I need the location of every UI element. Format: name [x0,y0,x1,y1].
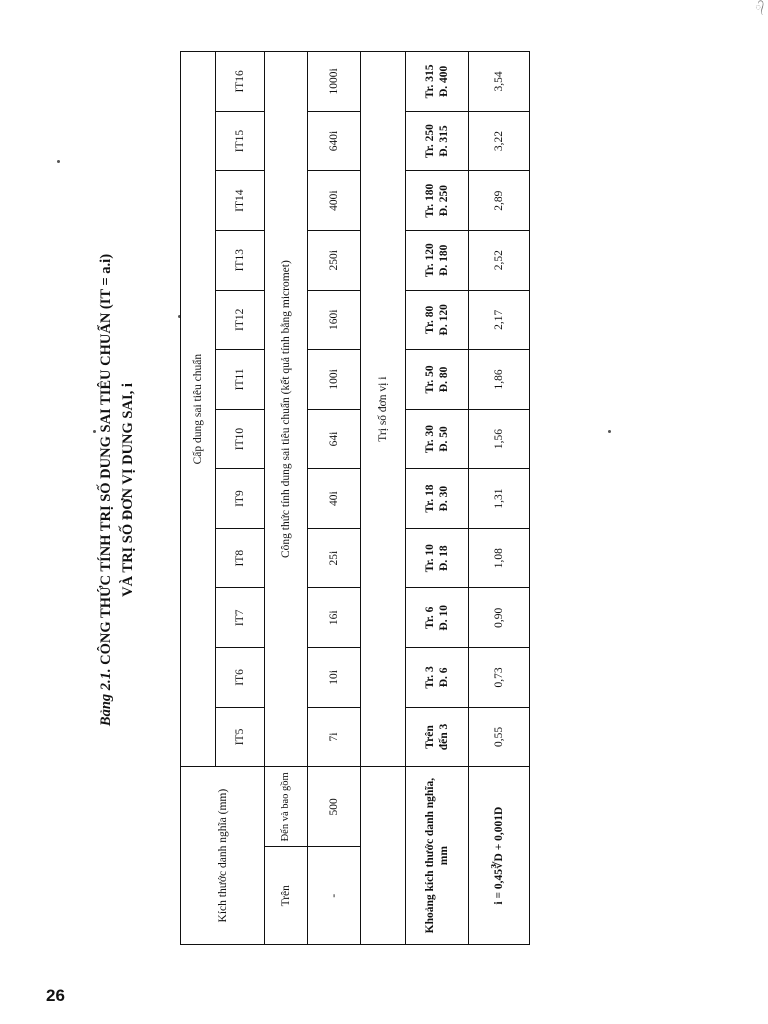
grade-cell: IT16 [216,52,265,112]
formula-cell: 10i [308,648,361,708]
grade-cell: IT11 [216,350,265,410]
i-value-cell: 2,52 [469,230,530,290]
range-cell: Tr. 120 Đ. 180 [406,230,469,290]
unit-header: Trị số đơn vị i [361,52,406,767]
grade-cell: IT9 [216,469,265,529]
formula-cell: 40i [308,469,361,529]
above-label: Trên [265,847,308,945]
range-row [406,52,469,945]
nominal-size-header: Kích thước danh nghĩa (mm) [181,767,265,945]
i-value-cell: 1,08 [469,528,530,588]
scan-speck [608,430,611,433]
grade-cell: IT12 [216,290,265,350]
i-value-cell: 0,90 [469,588,530,648]
unit-header-blank [361,767,406,945]
table-title-line2: VÀ TRỊ SỐ ĐƠN VỊ DUNG SAI, i [120,383,136,597]
grade-cell: IT7 [216,588,265,648]
grade-header: Cấp dung sai tiêu chuẩn [181,52,216,767]
formula-above: - [308,847,361,945]
formula-cell: 100i [308,350,361,410]
grade-cell: IT8 [216,528,265,588]
formula-cell: 640i [308,111,361,171]
formula-cell: 1000i [308,52,361,112]
i-value-cell: 1,31 [469,469,530,529]
formula-header: Công thức tính dung sai tiêu chuẩn (kết quả tính bằng micromet) [265,52,308,767]
i-value-cell: 3,54 [469,52,530,112]
page-number: 26 [46,986,65,1005]
i-value-cell: 0,55 [469,707,530,767]
table-title-lead: Bảng 2.1. [98,668,114,727]
range-cell: Tr. 80 Đ. 120 [406,290,469,350]
i-formula: i = 0,45∛D + 0,001D [469,767,530,945]
range-cell: Tr. 10 Đ. 18 [406,528,469,588]
scan-speck [57,160,60,163]
grade-cell: IT5 [216,707,265,767]
range-cell: Tr. 315 Đ. 400 [406,52,469,112]
range-cell: Trên đến 3 [406,707,469,767]
range-cell: Tr. 50 Đ. 80 [406,350,469,410]
i-value-cell: 3,22 [469,111,530,171]
formula-cell: 400i [308,171,361,231]
unit-value-row [469,52,530,945]
tolerance-table [180,51,530,945]
grade-cell: IT10 [216,409,265,469]
range-cell: Tr. 6 Đ. 10 [406,588,469,648]
range-cell: Tr. 180 Đ. 250 [406,171,469,231]
grade-cell: IT6 [216,648,265,708]
rotated-table-page [95,30,565,950]
range-label: Khoảng kích thước danh nghĩa, mm [406,767,469,945]
grade-cell: IT14 [216,171,265,231]
formula-up-to: 500 [308,767,361,847]
i-value-cell: 2,89 [469,171,530,231]
formula-cell: 64i [308,409,361,469]
up-to-label: Đến và bao gồm [265,767,308,847]
range-cell: Tr. 18 Đ. 30 [406,469,469,529]
i-value-cell: 0,73 [469,648,530,708]
formula-cell: 250i [308,230,361,290]
range-cell: Tr. 30 Đ. 50 [406,409,469,469]
table-title [95,30,139,950]
formula-cell: 160i [308,290,361,350]
formula-cell: 25i [308,528,361,588]
formula-cell: 7i [308,707,361,767]
i-value-cell: 1,86 [469,350,530,410]
table-title-line1: CÔNG THỨC TÍNH TRỊ SỐ DUNG SAI TIÊU CHUẨN (IT = a.i) [98,253,114,665]
grade-cell: IT15 [216,111,265,171]
range-cell: Tr. 250 Đ. 315 [406,111,469,171]
formula-cell: 16i [308,588,361,648]
scan-mark: ᭄ [755,2,764,12]
i-value-cell: 2,17 [469,290,530,350]
grade-cell: IT13 [216,230,265,290]
formula-row [308,52,361,945]
i-value-cell: 1,56 [469,409,530,469]
range-cell: Tr. 3 Đ. 6 [406,648,469,708]
